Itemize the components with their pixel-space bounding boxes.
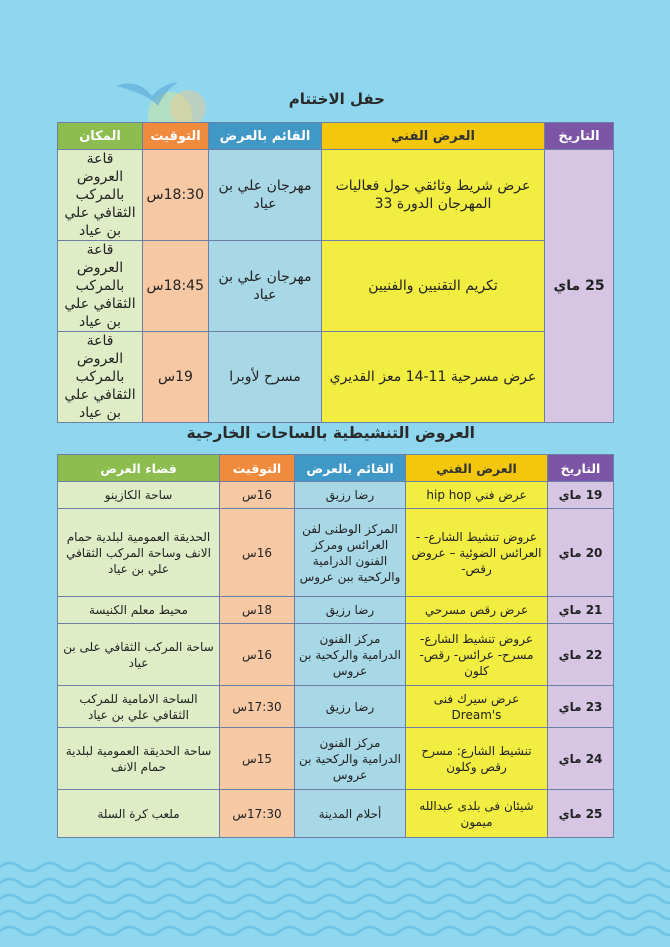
place-cell: الساحة الامامية للمركب الثقافي علي بن عياد bbox=[58, 686, 220, 728]
table-row bbox=[58, 332, 614, 423]
table-row bbox=[58, 482, 614, 509]
header-show: العرض الفني bbox=[406, 455, 548, 482]
date-cell: 23 ماي bbox=[548, 686, 614, 728]
host-cell: رضا رزيق bbox=[295, 597, 406, 624]
place-cell: محيط معلم الكنيسة bbox=[58, 597, 220, 624]
host-cell: مهرجان علي بن عياد bbox=[209, 241, 322, 332]
host-cell: رضا رزيق bbox=[295, 482, 406, 509]
date-cell: 25 ماي bbox=[545, 150, 614, 423]
host-cell: مهرجان علي بن عياد bbox=[209, 150, 322, 241]
outdoor-shows-table bbox=[57, 454, 614, 838]
header-place: فضاء العرض bbox=[58, 455, 220, 482]
time-cell: 18س bbox=[220, 597, 295, 624]
host-cell: مسرح لأوبرا bbox=[209, 332, 322, 423]
header-time: التوقيت bbox=[220, 455, 295, 482]
show-cell: شيئان فى بلدى عبدالله ميمون bbox=[406, 790, 548, 838]
place-cell: ملعب كرة السلة bbox=[58, 790, 220, 838]
place-cell: قاعة العروض بالمركب الثقافي علي بن عياد bbox=[58, 241, 143, 332]
show-cell: عرض فني hip hop bbox=[406, 482, 548, 509]
place-cell: ساحة المركب الثقافي على بن عياد bbox=[58, 624, 220, 686]
header-show: العرض الفني bbox=[322, 123, 545, 150]
date-cell: 21 ماي bbox=[548, 597, 614, 624]
time-cell: 15س bbox=[220, 728, 295, 790]
show-cell: تنشيط الشارع: مسرح رقص وكلون bbox=[406, 728, 548, 790]
time-cell: 18:30س bbox=[143, 150, 209, 241]
header-date: التاريخ bbox=[545, 123, 614, 150]
show-cell: عرض رقص مسرحي bbox=[406, 597, 548, 624]
place-cell: قاعة العروض بالمركب الثقافي علي بن عياد bbox=[58, 150, 143, 241]
show-cell: تكريم التقنيين والفنيين bbox=[322, 241, 545, 332]
place-cell: ساحة الكازينو bbox=[58, 482, 220, 509]
show-cell: عروض تنشيط الشارع- - العرائس الضوئية – عروض رقص- bbox=[406, 509, 548, 597]
host-cell: رضا رزيق bbox=[295, 686, 406, 728]
outdoor-shows-title: العروض التنشيطية بالساحات الخارجية bbox=[186, 424, 475, 442]
date-cell: 20 ماي bbox=[548, 509, 614, 597]
date-cell: 19 ماي bbox=[548, 482, 614, 509]
place-cell: ساحة الحديقة العمومية لبلدية حمام الانف bbox=[58, 728, 220, 790]
host-cell: مركز الفنون الدرامية والركحية بن عروس bbox=[295, 728, 406, 790]
header-date: التاريخ bbox=[548, 455, 614, 482]
time-cell: 19س bbox=[143, 332, 209, 423]
closing-ceremony-table bbox=[57, 122, 614, 423]
table-row bbox=[58, 150, 614, 241]
closing-ceremony-title: حفل الاختتام bbox=[288, 90, 385, 108]
host-cell: المركز الوطنى لفن العرائس ومركز الفنون الدرامية والركحية ببن عروس bbox=[295, 509, 406, 597]
header-place: المكان bbox=[58, 123, 143, 150]
place-cell: الحديقة العمومية لبلدية حمام الانف وساحة المركب الثقافي علي بن عياد bbox=[58, 509, 220, 597]
table-row bbox=[58, 241, 614, 332]
time-cell: 18:45س bbox=[143, 241, 209, 332]
date-cell: 22 ماي bbox=[548, 624, 614, 686]
header-host: القائم بالعرض bbox=[295, 455, 406, 482]
header-time: التوقيت bbox=[143, 123, 209, 150]
table-row bbox=[58, 509, 614, 597]
table-row bbox=[58, 686, 614, 728]
table-header-row bbox=[58, 455, 614, 482]
table-row bbox=[58, 624, 614, 686]
date-cell: 24 ماي bbox=[548, 728, 614, 790]
table-header-row bbox=[58, 123, 614, 150]
show-cell: عرض سيرك فنى Dream's bbox=[406, 686, 548, 728]
wave-decoration bbox=[0, 857, 670, 947]
time-cell: 16س bbox=[220, 624, 295, 686]
place-cell: قاعة العروض بالمركب الثقافي علي بن عياد bbox=[58, 332, 143, 423]
table-row bbox=[58, 597, 614, 624]
time-cell: 16س bbox=[220, 482, 295, 509]
table-row bbox=[58, 728, 614, 790]
table-row bbox=[58, 790, 614, 838]
host-cell: مركز الفنون الدرامية والركحية بن عروس bbox=[295, 624, 406, 686]
time-cell: 16س bbox=[220, 509, 295, 597]
host-cell: أحلام المدينة bbox=[295, 790, 406, 838]
time-cell: 17:30س bbox=[220, 790, 295, 838]
show-cell: عروض تنشيط الشارع- مسرح- عرائس- رقص- كلون bbox=[406, 624, 548, 686]
show-cell: عرض مسرحية 11-14 معز القديري bbox=[322, 332, 545, 423]
header-host: القائم بالعرض bbox=[209, 123, 322, 150]
time-cell: 17:30س bbox=[220, 686, 295, 728]
date-cell: 25 ماي bbox=[548, 790, 614, 838]
show-cell: عرض شريط وثائقي حول فعاليات المهرجان الدورة 33 bbox=[322, 150, 545, 241]
